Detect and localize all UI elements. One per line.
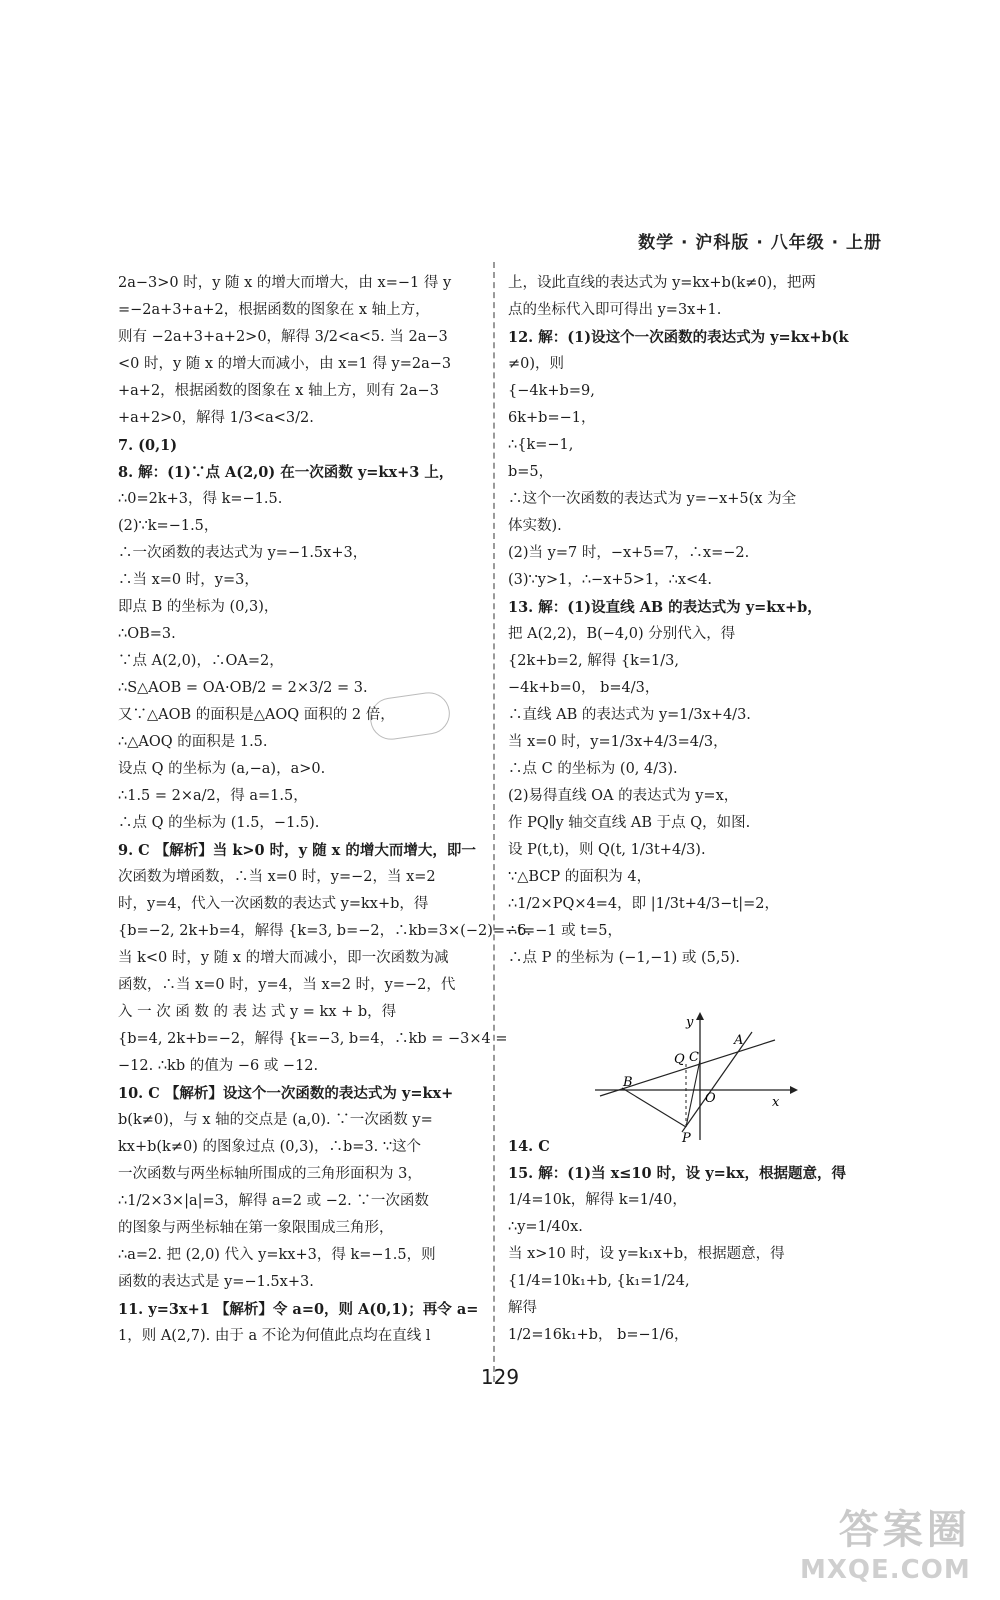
text-line: 作 PQ∥y 轴交直线 AB 于点 Q，如图. xyxy=(508,815,751,831)
text-line: 则有 −2a+3+a+2>0，解得 3/2<a<5. 当 2a−3 xyxy=(118,329,448,345)
text-line: 即点 B 的坐标为 (0,3)， xyxy=(118,599,279,615)
text-line: {b=4, 2k+b=−2，解得 {k=−3, b=4，∴kb = −3×4 = xyxy=(118,1031,508,1047)
text-line: {b=−2, 2k+b=4，解得 {k=3, b=−2，∴kb=3×(−2)=−6. xyxy=(118,923,532,939)
text-line: ∴1/2×3×|a|=3，解得 a=2 或 −2. ∵一次函数 xyxy=(118,1193,429,1209)
text-line: ∴一次函数的表达式为 y=−1.5x+3， xyxy=(118,545,368,561)
text-line: ∴y=1/40x. xyxy=(508,1219,583,1235)
text-line: ∴点 P 的坐标为 (−1,−1) 或 (5,5). xyxy=(508,950,740,966)
text-line: b=5， xyxy=(508,464,554,480)
text-line: 1/2=16k₁+b， b=−1/6， xyxy=(508,1327,689,1343)
text-line: ∴1.5 = 2×a/2，得 a=1.5， xyxy=(118,788,308,804)
text-line: (3)∵y>1，∴−x+5>1，∴x<4. xyxy=(508,572,713,588)
label-q: Q xyxy=(674,1052,685,1067)
label-p: P xyxy=(682,1131,691,1145)
text-line: 2a−3>0 时，y 随 x 的增大而增大，由 x=−1 得 y xyxy=(118,275,452,291)
text-line: 15. 解：(1)当 x≤10 时，设 y=kx，根据题意，得 xyxy=(508,1165,846,1182)
text-line: 7. (0,1) xyxy=(118,437,178,454)
text-line: 9. C 【解析】当 k>0 时，y 随 x 的增大而增大，即一 xyxy=(118,842,476,859)
text-line: 入 一 次 函 数 的 表 达 式 y = kx + b，得 xyxy=(118,1004,397,1020)
text-line: 13. 解：(1)设直线 AB 的表达式为 y=kx+b， xyxy=(508,599,822,616)
text-line: ∴S△AOB = OA·OB/2 = 2×3/2 = 3. xyxy=(118,680,368,696)
coordinate-graph xyxy=(590,1010,800,1145)
text-line: ∴点 C 的坐标为 (0, 4/3). xyxy=(508,761,678,777)
text-line: 又∵△AOB 的面积是△AOQ 面积的 2 倍， xyxy=(118,707,395,723)
text-line: 设 P(t,t)，则 Q(t, 1/3t+4/3). xyxy=(508,842,706,858)
text-line: −4k+b=0， b=4/3， xyxy=(508,680,660,696)
label-c: C xyxy=(689,1050,699,1065)
text-line: ∵△BCP 的面积为 4， xyxy=(508,869,652,885)
label-b: B xyxy=(623,1075,633,1090)
text-line: 函数的表达式是 y=−1.5x+3. xyxy=(118,1274,314,1290)
text-line: ∴这个一次函数的表达式为 y=−x+5(x 为全 xyxy=(508,491,797,507)
text-line: 当 k<0 时，y 随 x 的增大而减小，即一次函数为减 xyxy=(118,950,449,966)
segment-bp xyxy=(622,1088,686,1127)
text-line: ≠0)，则 xyxy=(508,356,565,372)
text-line: 14. C xyxy=(508,1138,550,1155)
text-line: 函数，∴当 x=0 时，y=4，当 x=2 时，y=−2，代 xyxy=(118,977,456,993)
text-line: 8. 解：(1)∵点 A(2,0) 在一次函数 y=kx+3 上， xyxy=(118,464,454,481)
text-line: ∴OB=3. xyxy=(118,626,176,642)
text-line: 次函数为增函数，∴当 x=0 时，y=−2，当 x=2 xyxy=(118,869,436,885)
watermark-url: MXQE.COM xyxy=(800,1555,971,1585)
text-line: 当 x>10 时，设 y=k₁x+b，根据题意，得 xyxy=(508,1246,785,1262)
text-line: =−2a+3+a+2，根据函数的图象在 x 轴上方， xyxy=(118,302,430,318)
text-line: 当 x=0 时，y=1/3x+4/3=4/3， xyxy=(508,734,728,750)
label-y: y xyxy=(686,1015,694,1030)
text-line: {−4k+b=9, xyxy=(508,383,595,399)
page-number: 129 xyxy=(480,1365,520,1389)
text-line: ∴直线 AB 的表达式为 y=1/3x+4/3. xyxy=(508,707,751,723)
label-x: x xyxy=(772,1095,780,1110)
text-line: kx+b(k≠0) 的图象过点 (0,3)，∴b=3. ∵这个 xyxy=(118,1139,422,1155)
text-line: 上，设此直线的表达式为 y=kx+b(k≠0)，把两 xyxy=(508,275,816,291)
text-line: 6k+b=−1， xyxy=(508,410,596,426)
text-line: 10. C 【解析】设这个一次函数的表达式为 y=kx+ xyxy=(118,1085,454,1102)
text-line: (2)易得直线 OA 的表达式为 y=x， xyxy=(508,788,739,804)
text-line: 体实数). xyxy=(508,518,562,534)
text-line: (2)∵k=−1.5， xyxy=(118,518,219,534)
text-line: 11. y=3x+1 【解析】令 a=0，则 A(0,1)；再令 a= xyxy=(118,1301,479,1318)
watermark-logo xyxy=(800,1498,971,1585)
y-axis-arrow xyxy=(696,1012,704,1020)
watermark-text: 答案圈 xyxy=(838,1507,971,1553)
right-column-continued xyxy=(508,1133,880,1349)
label-o: O xyxy=(705,1091,716,1106)
text-line: <0 时，y 随 x 的增大而减小，由 x=1 得 y=2a−3 xyxy=(118,356,452,372)
text-line: 设点 Q 的坐标为 (a,−a)，a>0. xyxy=(118,761,326,777)
text-line: ∴t=−1 或 t=5， xyxy=(508,923,622,939)
text-line: 把 A(2,2)，B(−4,0) 分别代入，得 xyxy=(508,626,736,642)
text-line: ∴a=2. 把 (2,0) 代入 y=kx+3，得 k=−1.5，则 xyxy=(118,1247,436,1263)
text-line: ∴0=2k+3，得 k=−1.5. xyxy=(118,491,283,507)
text-line: ∴当 x=0 时，y=3， xyxy=(118,572,259,588)
text-line: 12. 解：(1)设这个一次函数的表达式为 y=kx+b(k xyxy=(508,329,849,346)
text-line: 解得 xyxy=(508,1300,537,1316)
text-line: (2)当 y=7 时，−x+5=7，∴x=−2. xyxy=(508,545,750,561)
text-line: 1，则 A(2,7). 由于 a 不论为何值此点均在直线 l xyxy=(118,1328,431,1344)
text-line: +a+2，根据函数的图象在 x 轴上方，则有 2a−3 xyxy=(118,383,439,399)
text-line: ∴1/2×PQ×4=4，即 |1/3t+4/3−t|=2， xyxy=(508,896,779,912)
page-header-title: 数学 · 沪科版 · 八年级 · 上册 xyxy=(638,233,882,253)
text-line: ∴点 Q 的坐标为 (1.5，−1.5). xyxy=(118,815,320,831)
text-line: 1/4=10k，解得 k=1/40， xyxy=(508,1192,687,1208)
text-line: ∴△AOQ 的面积是 1.5. xyxy=(118,734,268,750)
text-line: 一次函数与两坐标轴所围成的三角形面积为 3， xyxy=(118,1166,422,1182)
x-axis-arrow xyxy=(790,1086,798,1094)
text-line: −12. ∴kb 的值为 −6 或 −12. xyxy=(118,1058,319,1074)
text-line: ∵点 A(2,0)，∴OA=2， xyxy=(118,653,284,669)
right-column xyxy=(508,270,880,972)
text-line: {2k+b=2, 解得 {k=1/3, xyxy=(508,653,679,669)
column-divider xyxy=(493,262,495,1382)
text-line: 点的坐标代入即可得出 y=3x+1. xyxy=(508,302,722,318)
label-a: A xyxy=(734,1033,744,1048)
text-line: {1/4=10k₁+b, {k₁=1/24, xyxy=(508,1273,690,1289)
text-line: 时，y=4，代入一次函数的表达式 y=kx+b，得 xyxy=(118,896,429,912)
text-line: b(k≠0)，与 x 轴的交点是 (a,0). ∵一次函数 y= xyxy=(118,1112,433,1128)
text-line: +a+2>0，解得 1/3<a<3/2. xyxy=(118,410,314,426)
text-line: 的图象与两坐标轴在第一象限围成三角形， xyxy=(118,1220,394,1236)
text-line: ∴{k=−1, xyxy=(508,437,574,453)
